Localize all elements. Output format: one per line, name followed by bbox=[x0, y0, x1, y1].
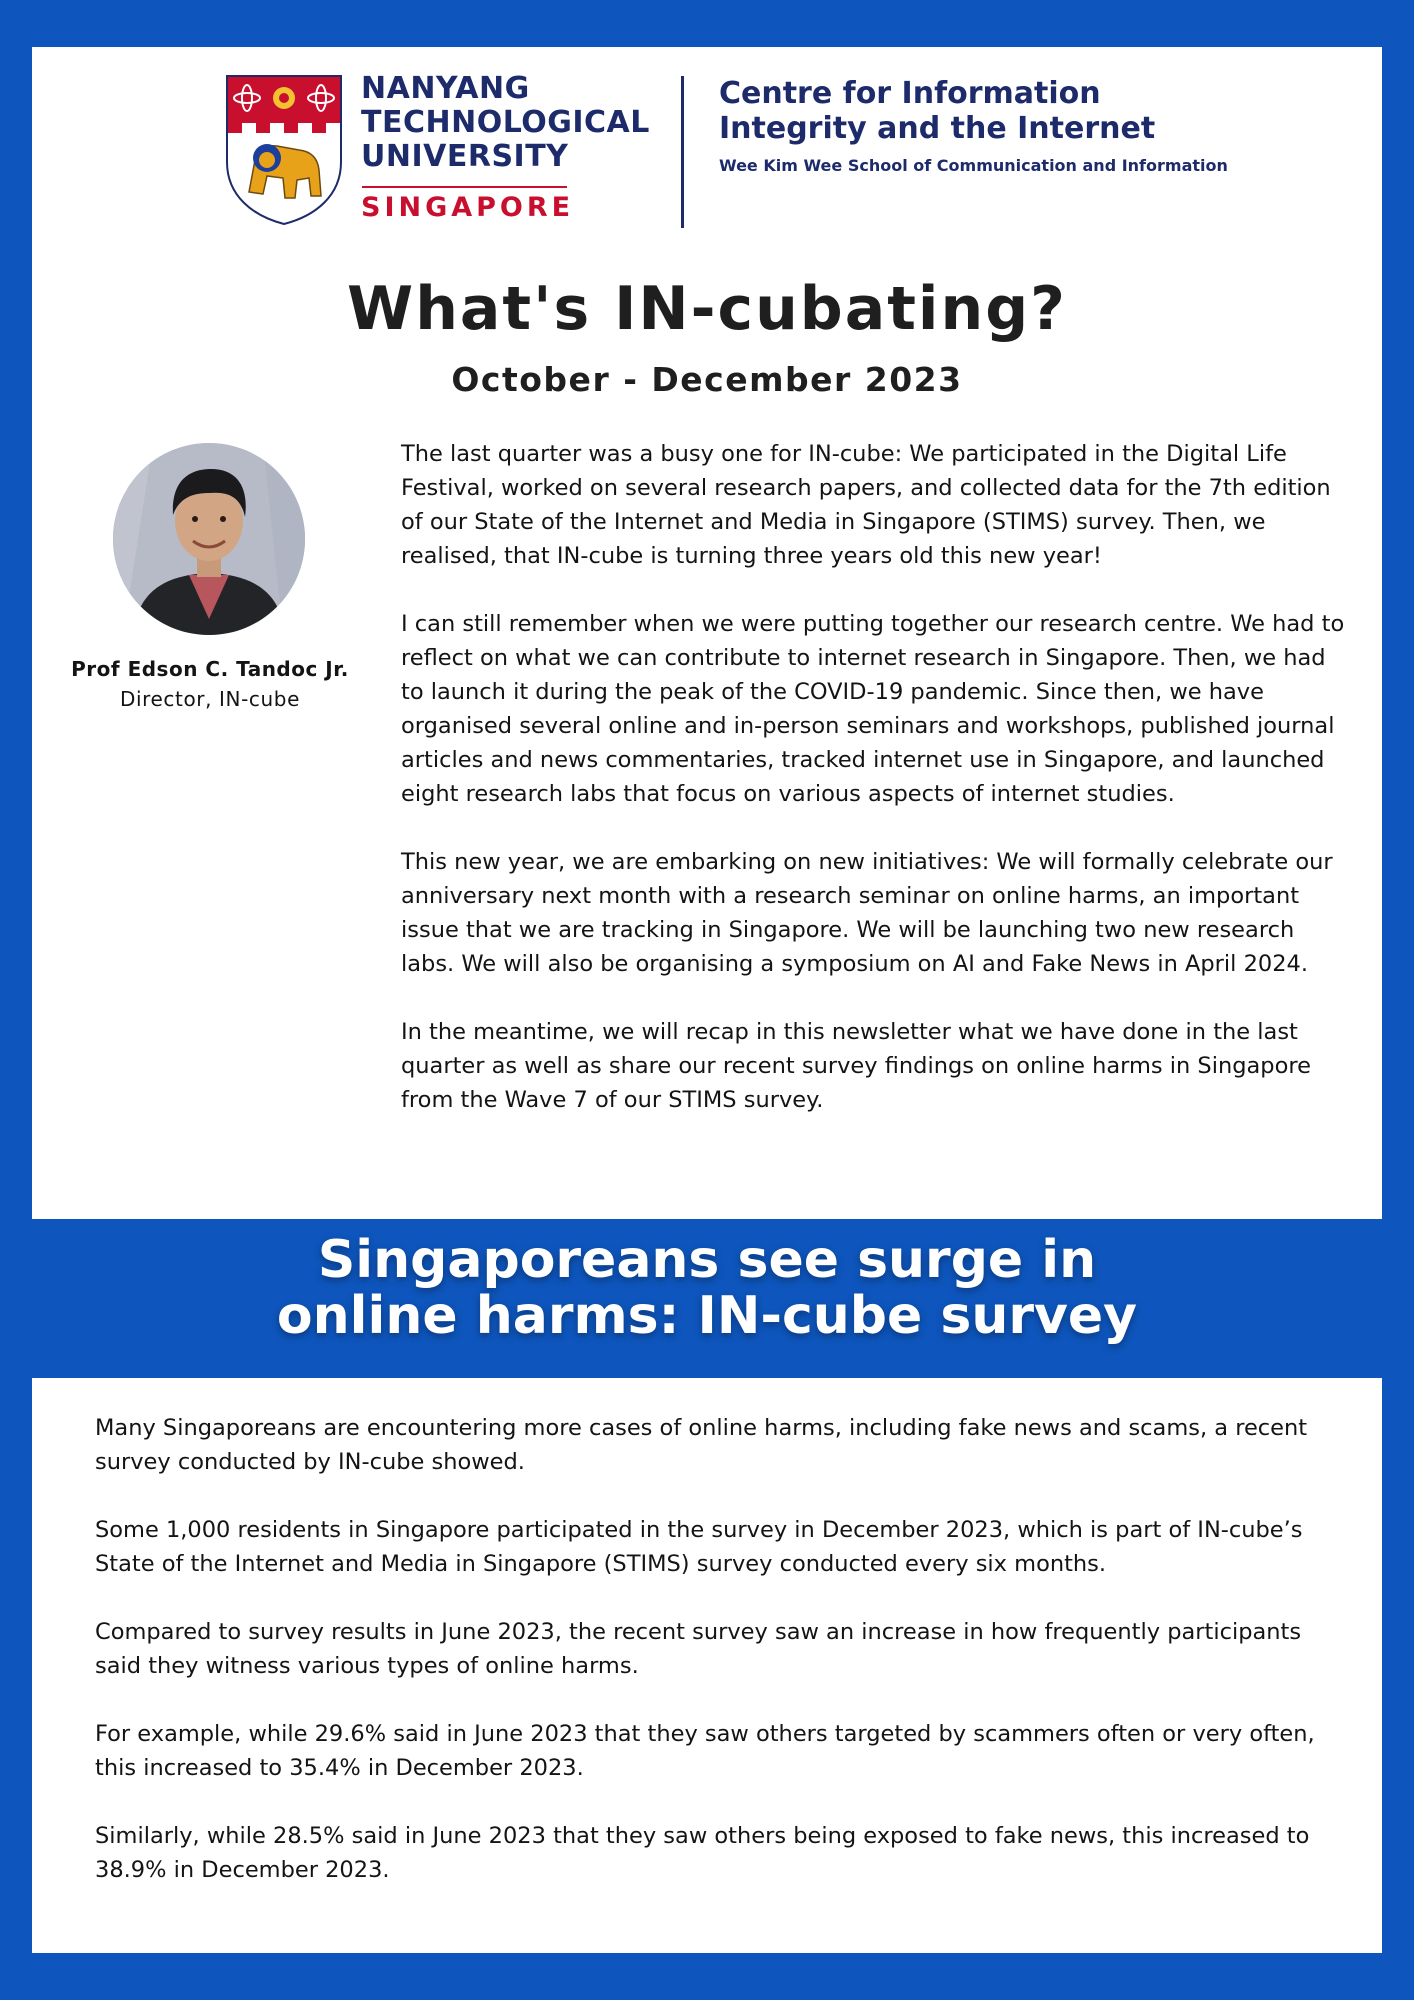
headline-line: Singaporeans see surge in bbox=[317, 1230, 1097, 1290]
article-paragraph: Similarly, while 28.5% said in June 2023 that they saw others being exposed to fake news, this increased to 38.9% in December 2023. bbox=[95, 1823, 1310, 1883]
logo-header bbox=[225, 72, 1255, 232]
director-message bbox=[401, 437, 1346, 1151]
article-paragraph: Many Singaporeans are encountering more cases of online harms, including fake news and scams, a recent survey conducted by IN-cube showed. bbox=[95, 1415, 1308, 1475]
university-line: UNIVERSITY bbox=[361, 139, 569, 174]
intro-paragraph: I can still remember when we were putting together our research centre. We had to reflect on what we can contribute to internet research in Singapore. Then, we had to launch it during the peak of the COVID-19 pandemic. Since then, we have organised several online and in-person seminars and workshops, published journal articles and news commentaries, tracked internet use in Singapore, and launched eight research labs that focus on various aspects of internet studies. bbox=[401, 611, 1345, 807]
intro-paragraph: This new year, we are embarking on new initiatives: We will formally celebrate our anniversary next month with a research seminar on online harms, an important issue that we are tracking in Singapore. We will be launching two new research labs. We will also be organising a symposium on AI and Fake News in April 2024. bbox=[401, 849, 1333, 977]
article-paragraph: Some 1,000 residents in Singapore participated in the survey in December 2023, which is part of IN-cube’s State of the Internet and Media in Singapore (STIMS) survey conducted every six months. bbox=[95, 1517, 1303, 1577]
article-headline bbox=[0, 1232, 1414, 1344]
director-name: Prof Edson C. Tandoc Jr. bbox=[71, 657, 349, 681]
director-role: Director, IN-cube bbox=[119, 687, 300, 711]
headline-line: online harms: IN-cube survey bbox=[276, 1286, 1138, 1346]
centre-name-line: Integrity and the Internet bbox=[719, 111, 1156, 146]
article-body bbox=[95, 1411, 1335, 1921]
university-line: NANYANG bbox=[361, 71, 530, 106]
ntu-crest-icon bbox=[225, 74, 343, 226]
centre-name bbox=[719, 76, 1259, 146]
director-avatar bbox=[113, 443, 305, 635]
university-rule bbox=[362, 186, 567, 188]
university-country: SINGAPORE bbox=[361, 192, 575, 223]
newsletter-title: What's IN-cubating? bbox=[347, 274, 1067, 344]
university-name bbox=[361, 72, 661, 174]
article-paragraph: Compared to survey results in June 2023, the recent survey saw an increase in how frequently participants said they witness various types of online harms. bbox=[95, 1619, 1302, 1679]
portrait-icon bbox=[113, 443, 305, 635]
logo-divider bbox=[681, 76, 684, 228]
newsletter-period: October - December 2023 bbox=[451, 360, 963, 399]
university-line: TECHNOLOGICAL bbox=[361, 105, 650, 140]
intro-paragraph: In the meantime, we will recap in this newsletter what we have done in the last quarter as well as share our recent survey findings on online harms in Singapore from the Wave 7 of our STIMS survey. bbox=[401, 1019, 1311, 1113]
article-paragraph: For example, while 29.6% said in June 2023 that they saw others targeted by scammers often or very often, this increased to 35.4% in December 2023. bbox=[95, 1721, 1315, 1781]
centre-name-line: Centre for Information bbox=[719, 76, 1101, 111]
school-name: Wee Kim Wee School of Communication and Information bbox=[719, 156, 1228, 175]
intro-paragraph: The last quarter was a busy one for IN-cube: We participated in the Digital Life Festival, worked on several research papers, and collected data for the 7th edition of our State of the Internet and Media in Singapore (STIMS) survey. Then, we realised, that IN-cube is turning three years old this new year! bbox=[401, 441, 1331, 569]
